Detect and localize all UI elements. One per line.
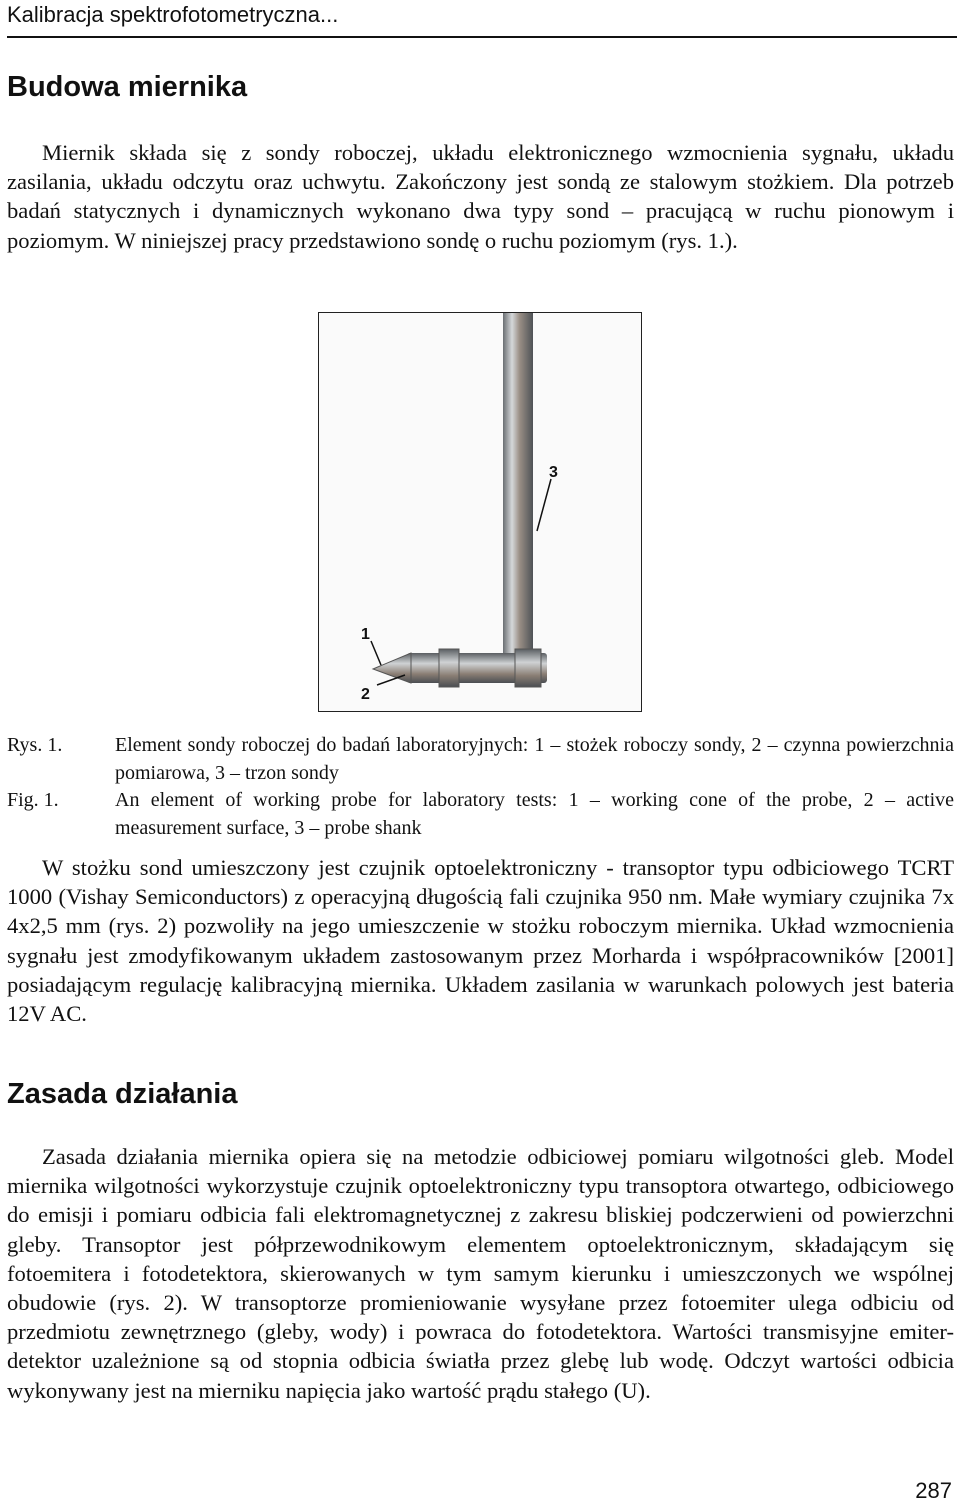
caption-pl	[7, 731, 954, 787]
probe-illustration	[319, 313, 641, 711]
page-number: 287	[915, 1478, 952, 1503]
callout-label-1: 1	[361, 626, 370, 643]
caption-pl-text: Element sondy roboczej do badań laboratoryjnych: 1 – stożek roboczy sondy, 2 – czynna powierzchnia pomiarowa, 3 – trzon sondy	[115, 734, 954, 784]
probe-cone	[373, 653, 411, 683]
paragraph-sensor: W stożku sond umieszczony jest czujnik optoelektroniczny - transoptor typu odbiciowego TCRT 1000 (Vishay Semiconductors) z operacyjną długością fali czujnika 950 nm. Małe wymiary czujnika 7x 4x2,5 mm (rys. 2) pozwoliły na jego umieszczenie w stożku roboczym miernika. Układ wzmocnienia sygnału jest zmodyfikowanym układem zastosowanym przez Morharda i współpracowników [2001] posiadającym regulację kalibracyjną miernika. Układem zasilania w warunkach polowych jest bateria 12V AC.	[7, 855, 954, 1027]
running-header: Kalibracja spektrofotometryczna...	[7, 2, 339, 27]
caption-pl-label: Rys. 1.	[7, 734, 63, 756]
header-rule	[7, 36, 957, 38]
callout-label-3: 3	[549, 464, 558, 481]
callout-line-3	[537, 479, 551, 531]
probe-shank	[503, 313, 533, 665]
paragraph-intro: Miernik składa się z sondy roboczej, układu elektronicznego wzmocnienia sygnału, układu zasilania, układu odczytu oraz uchwytu. Zakończony jest sondą ze stalowym stożkiem. Dla potrzeb badań statycznych i dynamicznych wykonano dwa typy sond – pracującą w ruchu pionowym i poziomym. W niniejszej pracy przedstawiono sondę o ruchu poziomym (rys. 1.).	[7, 140, 954, 253]
callout-line-1	[371, 641, 381, 665]
callout-label-2: 2	[361, 686, 370, 703]
paragraph-principle: Zasada działania miernika opiera się na metodzie odbiciowej pomiaru wilgotności gleb. Model miernika wilgotności wykorzystuje czujnik optoelektroniczny typu transoptora otwartego, odbiciowego do emisji i pomiaru odbicia fali elektromagnetycznej z zakresu bliskiej podczerwieni od powierzchni gleby. Transoptor jest półprzewodnikowym elementem optoelektronicznym, składającym się fotoemitera i fotodetektora, skierowanych w tym samym kierunku i umieszczonych we wspólnej obudowie (rys. 2). W transoptorze promieniowanie wysyłane przez fotoemiter ulega odbiciu od przedmiotu zewnętrznego (gleby, wody) i powraca do fotodetektora. Wartości transmisyjne emiter-detektor uzależnione są od stopnia odbicia światła przez glebę lub wodę. Odczyt wartości odbicia wykonywany jest na mierniku napięcia jako wartość prądu stałego (U).	[7, 1144, 954, 1403]
probe-photo	[318, 312, 642, 712]
section-heading-budowa: Budowa miernika	[7, 71, 248, 103]
caption-en-label: Fig. 1.	[7, 789, 59, 811]
probe-nut-right	[515, 649, 541, 687]
caption-en-text: An element of working probe for laboratory tests: 1 – working cone of the probe, 2 – active measurement surface, 3 – probe shank	[115, 789, 954, 839]
caption-en	[7, 786, 954, 842]
section-heading-zasada: Zasada działania	[7, 1078, 238, 1110]
callout-line-2	[377, 675, 405, 685]
probe-nut-left	[439, 649, 459, 687]
